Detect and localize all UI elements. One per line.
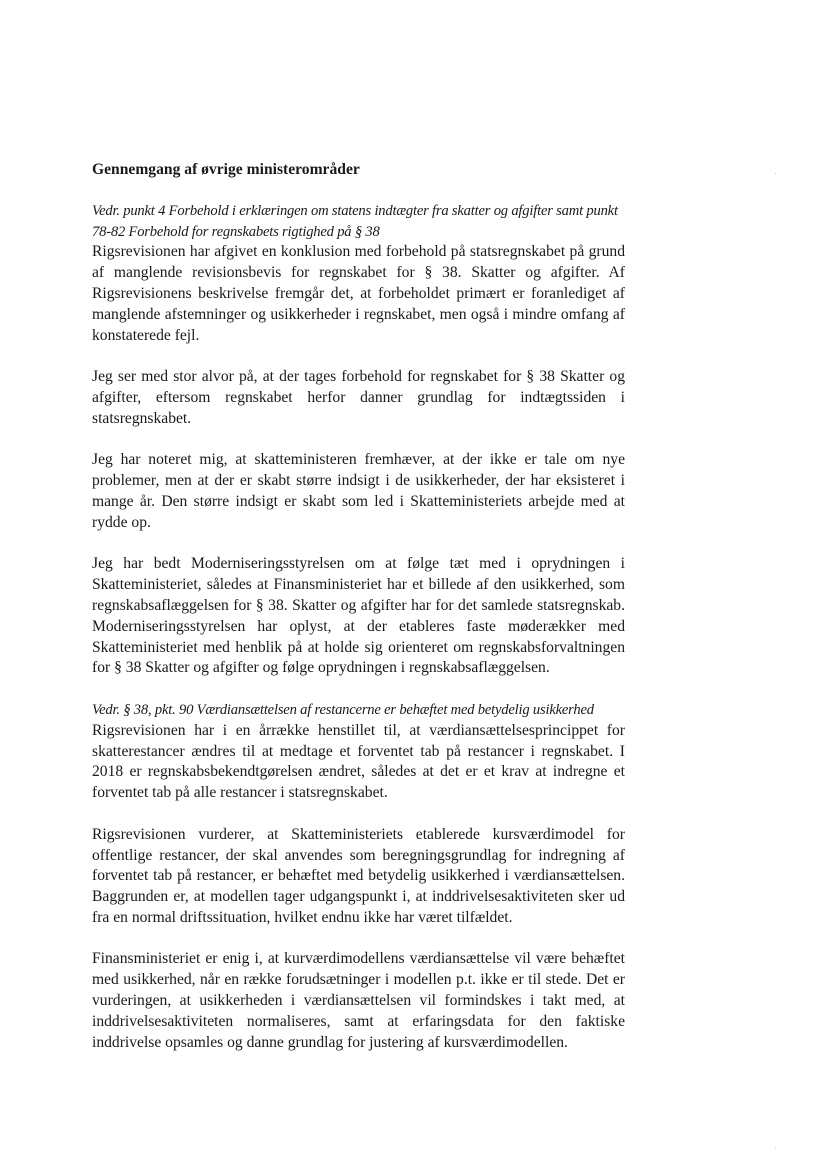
section2-subheading: Vedr. § 38, pkt. 90 Værdiansættelsen af restancerne er behæftet med betydelig usikkerhed: [92, 701, 594, 718]
section1-paragraph-3: Jeg har noteret mig, at skatteministeren fremhæver, at der ikke er tale om nye problemer, men at der er skabt større indsigt i de usikkerheder, der har eksisteret i mange år. Den større indsigt er skabt som led i Skatteministeriets arbejde med at rydde op.: [92, 451, 625, 531]
scan-speck: [775, 173, 776, 174]
page-heading: Gennemgang af øvrige ministerområder: [92, 161, 360, 178]
scan-speck: [775, 1147, 776, 1148]
document-body: [92, 160, 625, 1074]
section2-paragraph-2: Rigsrevisionen vurderer, at Skatteministeriets etablerede kursværdimodel for offentlige restancer, der skal anvendes som beregningsgrundlag for indregning af forventet tab på restancer, er behæftet med betydelig usikkerhed i værdiansættelsen. Baggrunden er, at modellen tager udgangspunkt i, at inddrivelsesaktiviteten sker ud fra en normal driftssituation, hvilket endnu ikke har været tilfældet.: [92, 825, 625, 926]
section2-paragraph-3: Finansministeriet er enig i, at kurværdimodellens værdiansættelse vil være behæftet med usikkerhed, når en række forudsætninger i modellen p.t. ikke er til stede. Det er vurderingen, at usikkerheden i værdiansættelsen vil formindskes i takt med, at inddrivelsesaktiviteten normaliseres, samt at erfaringsdata for den faktiske inddrivelse opsamles og danne grundlag for justering af kursværdimodellen.: [92, 950, 625, 1051]
section1-paragraph-1: Rigsrevisionen har afgivet en konklusion med forbehold på statsregnskabet på grund af manglende revisionsbevis for regnskabet for § 38. Skatter og afgifter. Af Rigsrevisionens beskrivelse fremgår det, at forbeholdet primært er foranlediget af manglende afstemninger og usikkerheder i regnskabet, men også i mindre omfang af konstaterede fejl.: [92, 243, 625, 344]
section1-paragraph-2: Jeg ser med stor alvor på, at der tages forbehold for regnskabet for § 38 Skatter og afgifter, eftersom regnskabet herfor danner grundlag for indtægtssiden i statsregnskabet.: [92, 368, 625, 427]
section1-subheading: Vedr. punkt 4 Forbehold i erklæringen om statens indtægter fra skatter og afgifter samt punkt 78-82 Forbehold for regnskabets rigtighed på § 38: [92, 202, 618, 240]
section2-paragraph-1: Rigsrevisionen har i en årrække henstillet til, at værdiansættelsesprincippet for skatterestancer ændres til at medtage et forventet tab på restancer i regnskabet. I 2018 er regnskabsbekendtgørelsen ændret, således at det er et krav at indregne et forventet tab på alle restancer i statsregnskabet.: [92, 721, 625, 802]
section1-paragraph-4: Jeg har bedt Moderniseringsstyrelsen om at følge tæt med i oprydningen i Skatteministeriet, således at Finansministeriet har et billede af den usikkerhed, som regnskabsaflæggelsen for § 38. Skatter og afgifter har for det samlede statsregnskab. Moderniseringsstyrelsen har oplyst, at der etableres faste møderækker med Skatteministeriet med henblik på at holde sig orienteret om regnskabsforvaltningen for § 38 Skatter og afgifter og følge oprydningen i regnskabsaflæggelsen.: [92, 555, 625, 677]
